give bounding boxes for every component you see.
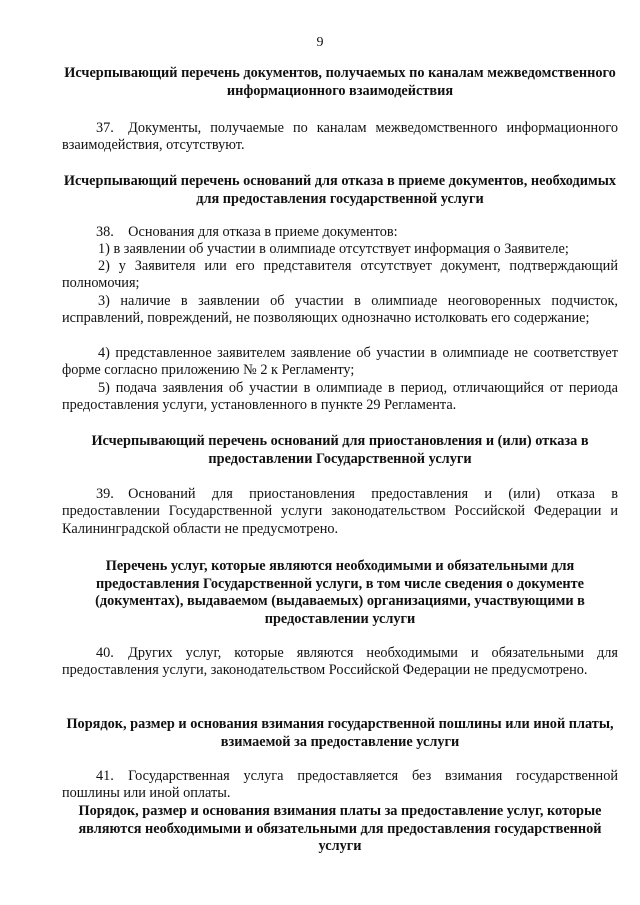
section-heading-2: Исчерпывающий перечень оснований для отказа в приеме документов, необходимых для предоставления государственной услуги	[63, 173, 617, 207]
list-item-3: 3) наличие в заявлении об участии в олимпиаде неоговоренных подчисток, исправлений, повреждений, не позволяющих однозначно истолковать его содержание;	[62, 293, 618, 327]
section-heading-4: Перечень услуг, которые являются необходимыми и обязательными для предоставления Государственной услуги, в том числе сведения о документе (документах), выдаваемом (выдаваемых) организациями, участвующими в предоставлении услуги	[95, 558, 585, 627]
paragraph-41: 41. Государственная услуга предоставляется без взимания государственной пошлины или иной оплаты.	[62, 768, 618, 802]
paragraph-37: 37. Документы, получаемые по каналам межведомственного информационного взаимодействия, отсутствуют.	[62, 120, 618, 154]
paragraph-38: 38. Основания для отказа в приеме документов:	[96, 224, 398, 240]
section-heading-5: Порядок, размер и основания взимания государственной пошлины или иной платы, взимаемой за предоставление услуги	[66, 716, 614, 750]
list-item-2: 2) у Заявителя или его представителя отсутствует документ, подтверждающий полномочия;	[62, 258, 618, 292]
section-heading-3: Исчерпывающий перечень оснований для приостановления и (или) отказа в предоставлении Государственной услуги	[91, 433, 589, 467]
list-item-5: 5) подача заявления об участии в олимпиаде в период, отличающийся от периода предоставления услуги, установленного в пункте 29 Регламента.	[62, 380, 618, 414]
page-number: 9	[316, 35, 324, 50]
section-heading-1: Исчерпывающий перечень документов, получаемых по каналам межведомственного информационного взаимодействия	[64, 65, 616, 99]
paragraph-39: 39. Оснований для приостановления предоставления и (или) отказа в предоставлении Государственной услуги законодательством Российской Федерации и Калининградской области не предусмотрено.	[62, 486, 618, 537]
list-item-1: 1) в заявлении об участии в олимпиаде отсутствует информация о Заявителе;	[98, 241, 569, 257]
section-heading-6: Порядок, размер и основания взимания платы за предоставление услуг, которые являются необходимыми и обязательными для предоставления государственной услуги	[78, 803, 602, 854]
list-item-4: 4) представленное заявителем заявление об участии в олимпиаде не соответствует форме согласно приложению № 2 к Регламенту;	[62, 345, 618, 379]
paragraph-40: 40. Других услуг, которые являются необходимыми и обязательными для предоставления услуги, законодательством Российской Федерации не предусмотрено.	[62, 645, 618, 679]
